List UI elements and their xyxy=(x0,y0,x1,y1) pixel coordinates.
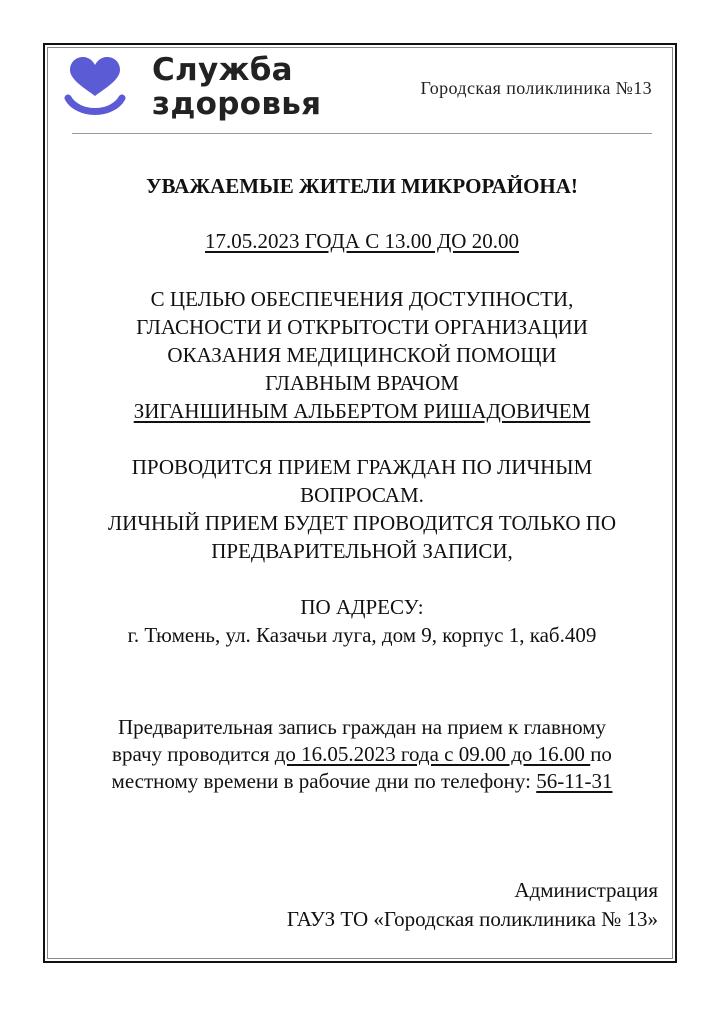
prereg-line-1: Предварительная запись граждан на прием к главному xyxy=(117,715,606,739)
notice-date-time xyxy=(60,228,664,255)
reception-line: ВОПРОСАМ. xyxy=(300,483,424,507)
purpose-line: ОКАЗАНИЯ МЕДИЦИНСКОЙ ПОМОЩИ xyxy=(167,343,557,367)
signature-line-2: ГАУЗ ТО «Городская поликлиника № 13» xyxy=(286,907,658,931)
notice-title: УВАЖАЕМЫЕ ЖИТЕЛИ МИКРОРАЙОНА! xyxy=(146,174,578,198)
signature-block xyxy=(287,876,658,934)
address-label: ПО АДРЕСУ: xyxy=(300,595,424,619)
purpose-line: ГЛАСНОСТИ И ОТКРЫТОСТИ ОРГАНИЗАЦИИ xyxy=(136,315,588,339)
prereg-period: до 16.05.2023 года с 09.00 до 16.00 xyxy=(274,742,591,766)
signature-line-1: Администрация xyxy=(514,878,658,902)
date-time-text: 17.05.2023 ГОДА С 13.00 ДО 20.00 xyxy=(205,229,519,253)
brand-line-2: здоровья xyxy=(152,86,322,122)
purpose-paragraph xyxy=(60,285,664,425)
address-paragraph xyxy=(60,593,664,649)
heart-smile-icon xyxy=(64,56,126,118)
phone-number: 56-11-31 xyxy=(536,769,613,793)
prereg-line-2-suffix: по xyxy=(590,742,612,766)
purpose-line: ГЛАВНЫМ ВРАЧОМ xyxy=(265,371,459,395)
doctor-name: ЗИГАНШИНЫМ АЛЬБЕРТОМ РИШАДОВИЧЕМ xyxy=(133,399,591,423)
preregistration-paragraph xyxy=(60,714,664,795)
reception-line: ПРЕДВАРИТЕЛЬНОЙ ЗАПИСИ, xyxy=(211,539,513,563)
reception-line: ЛИЧНЫЙ ПРИЕМ БУДЕТ ПРОВОДИТСЯ ТОЛЬКО ПО xyxy=(107,511,617,535)
header-divider xyxy=(72,133,652,134)
prereg-line-2-prefix: врачу проводится xyxy=(112,742,275,766)
address-text: г. Тюмень, ул. Казачьи луга, дом 9, корпус 1, каб.409 xyxy=(127,623,597,647)
brand-logo-text xyxy=(152,53,321,121)
reception-line: ПРОВОДИТСЯ ПРИЕМ ГРАЖДАН ПО ЛИЧНЫМ xyxy=(131,455,593,479)
purpose-line: С ЦЕЛЬЮ ОБЕСПЕЧЕНИЯ ДОСТУПНОСТИ, xyxy=(150,287,574,311)
brand-line-1: Служба xyxy=(152,52,293,88)
clinic-name: Городская поликлиника №13 xyxy=(420,78,652,98)
prereg-line-3-prefix: местному времени в рабочие дни по телефону: xyxy=(111,769,537,793)
reception-paragraph xyxy=(60,453,664,565)
